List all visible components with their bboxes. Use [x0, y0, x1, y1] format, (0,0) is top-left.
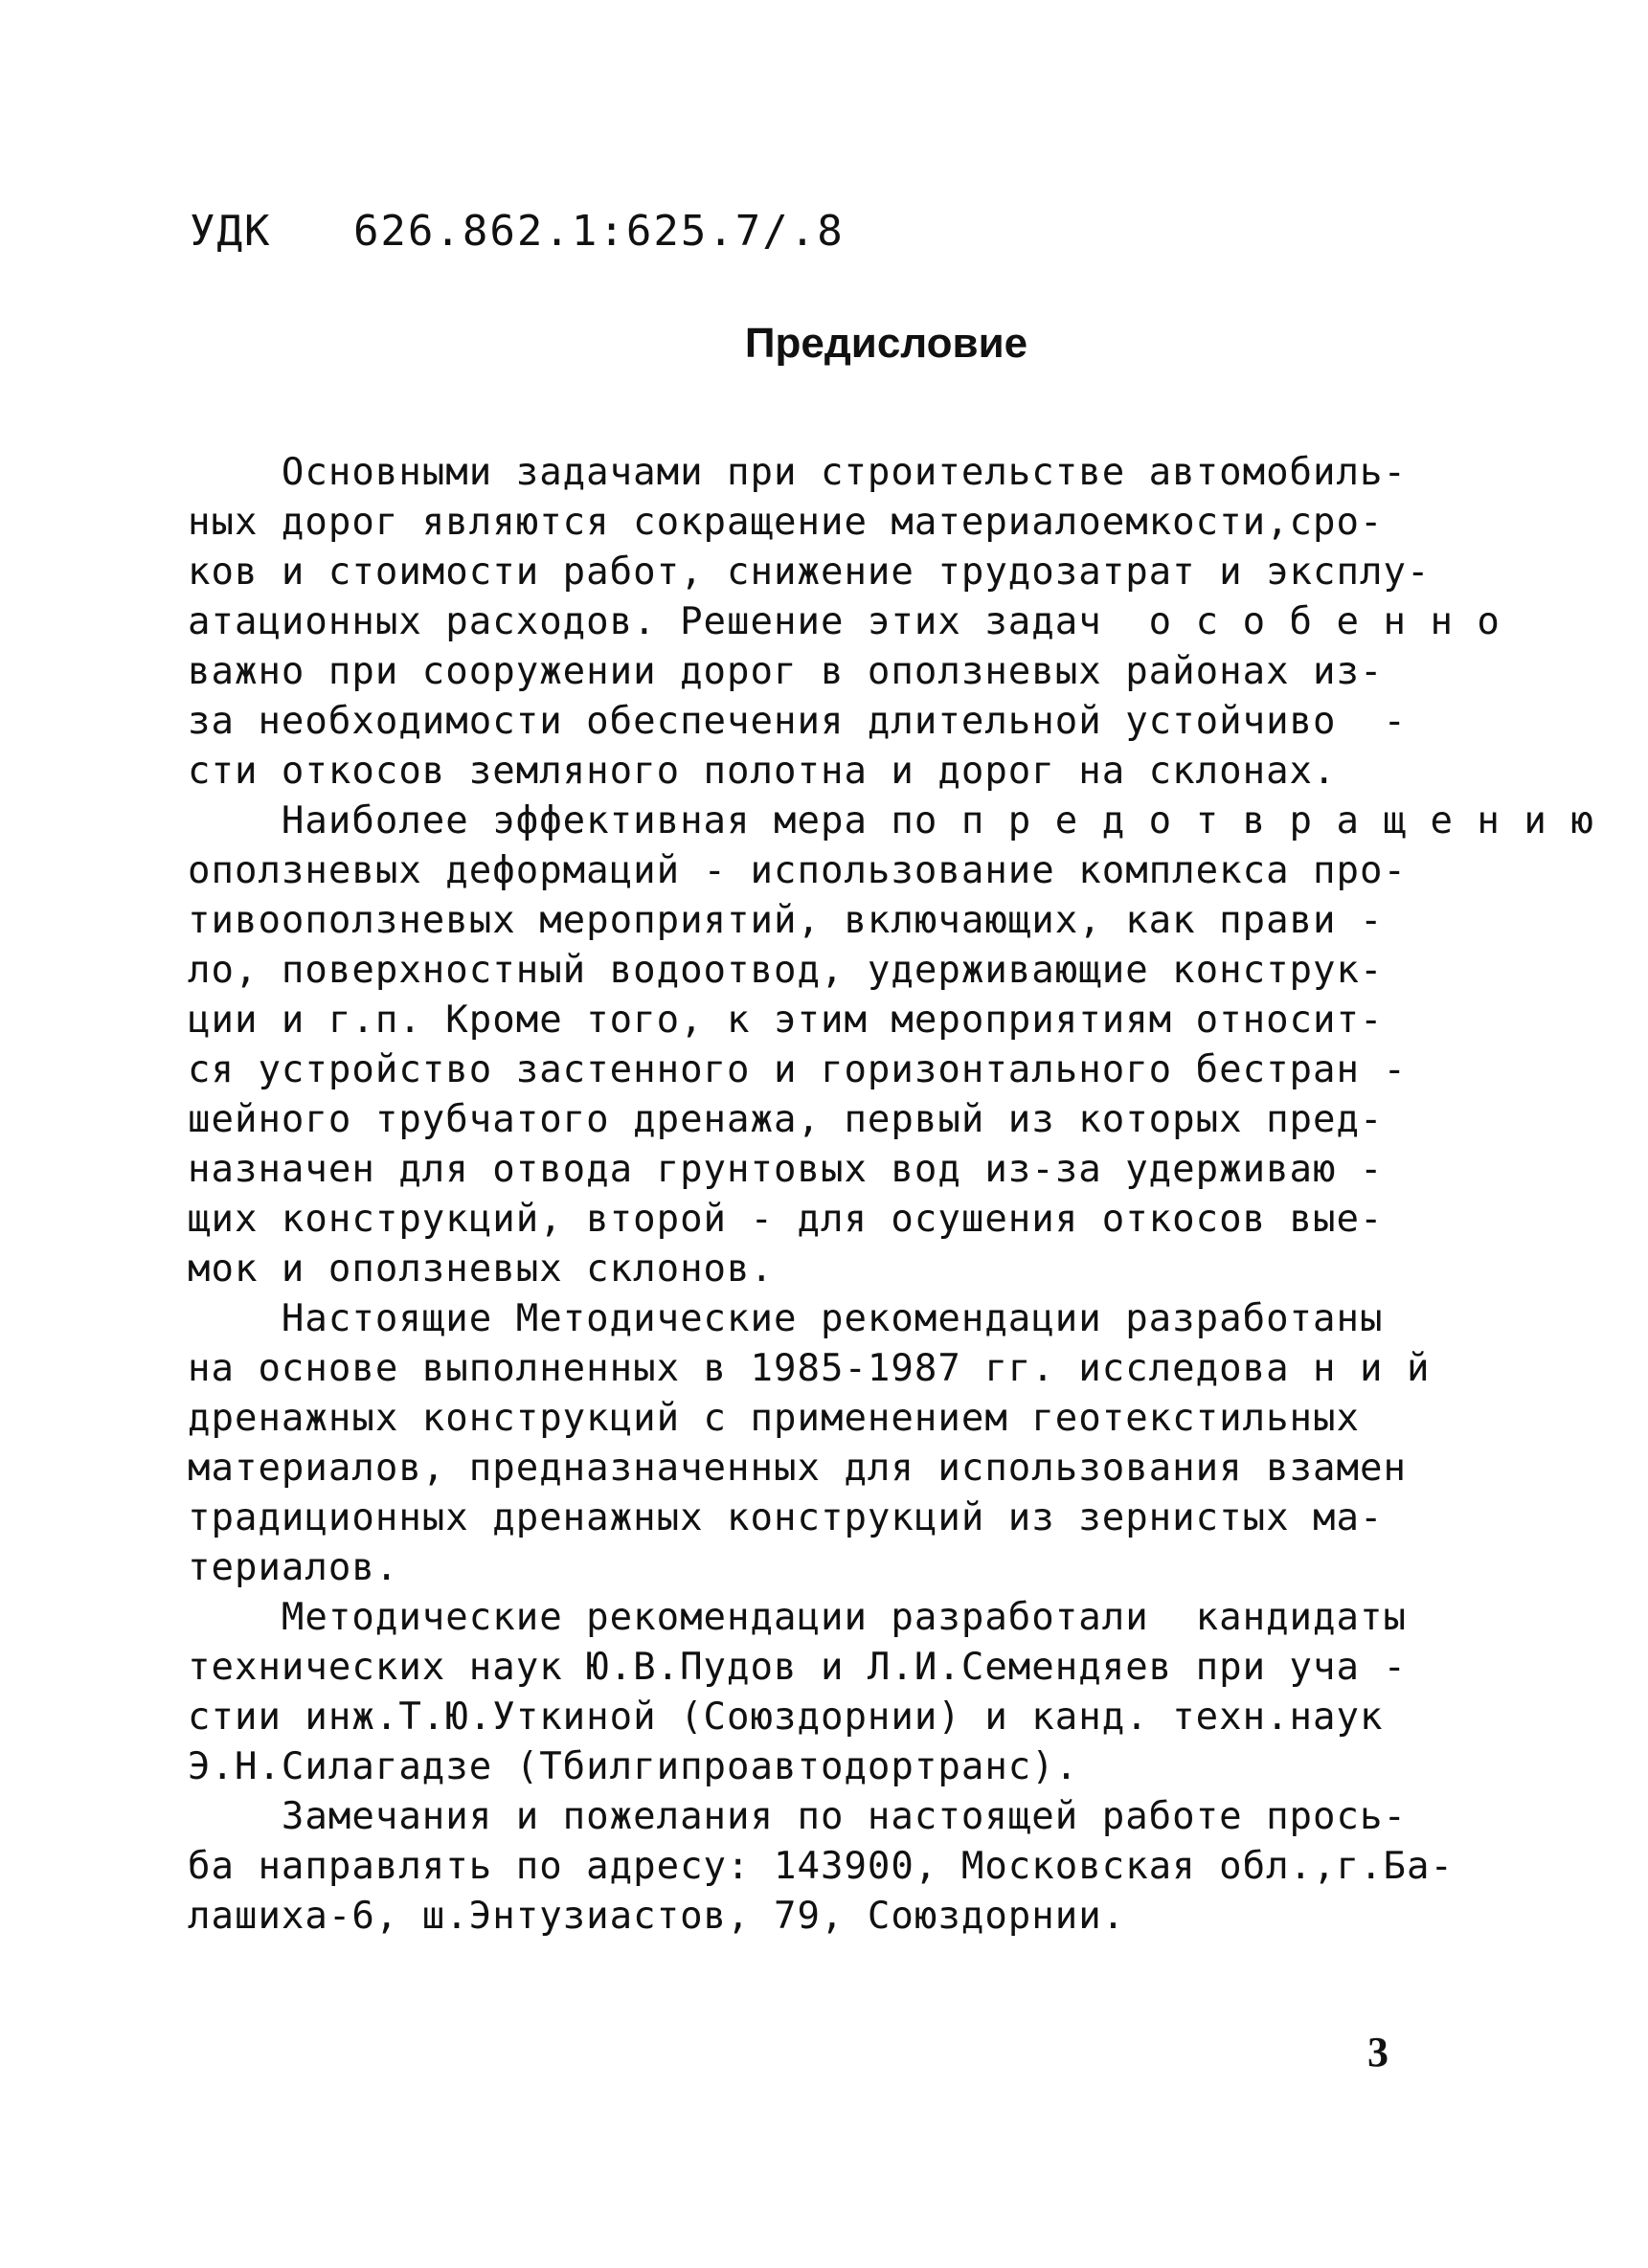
paragraph	[188, 1294, 1442, 1593]
text-line: на основе выполненных в 1985-1987 гг. исследова н и й	[188, 1347, 1431, 1390]
text-line: тивооползневых мероприятий, включающих, как прави -	[188, 899, 1384, 942]
text-line: Основными задачами при строительстве автомобиль-	[188, 451, 1407, 494]
udk-code: УДК 626.862.1:625.7/.8	[190, 207, 845, 256]
text-line: Наиболее эффективная мера по п р е д о т в р а щ е н и ю	[188, 799, 1594, 842]
text-line: ных дорог являются сокращение материалоемкости,сро-	[188, 501, 1384, 544]
text-line: щих конструкций, второй - для осушения откосов вые-	[188, 1198, 1384, 1241]
text-line: назначен для отвода грунтовых вод из-за удерживаю -	[188, 1148, 1384, 1191]
text-line: ков и стоимости работ, снижение трудозатрат и эксплу-	[188, 550, 1431, 594]
text-line: Э.Н.Силагадзе (Тбилгипроавтодортранс).	[188, 1745, 1079, 1788]
page-title: Предисловие	[744, 320, 1028, 367]
text-line: териалов.	[188, 1546, 399, 1589]
text-line: материалов, предназначенных для использования взамен	[188, 1447, 1407, 1490]
paragraph	[188, 1593, 1442, 1792]
text-line: ся устройство застенного и горизонтального бестран -	[188, 1048, 1407, 1091]
text-line: мок и оползневых склонов.	[188, 1247, 774, 1291]
text-line: ции и г.п. Кроме того, к этим мероприятиям относит-	[188, 999, 1384, 1042]
text-line: оползневых деформаций - использование комплекса про-	[188, 849, 1407, 892]
preface-body	[188, 448, 1594, 1942]
text-line: за необходимости обеспечения длительной устойчиво -	[188, 700, 1407, 743]
text-line: лашиха-6, ш.Энтузиастов, 79, Союздорнии.	[188, 1895, 1126, 1938]
text-line: стии инж.Т.Ю.Уткиной (Союздорнии) и канд. техн.наук	[188, 1695, 1384, 1739]
text-line: ба направлять по адресу: 143900, Московская обл.,г.Ба-	[188, 1845, 1454, 1888]
text-line: Методические рекомендации разработали кандидаты	[188, 1596, 1407, 1639]
text-line: важно при сооружении дорог в оползневых районах из-	[188, 650, 1384, 693]
paragraph	[188, 1792, 1454, 1942]
paragraph	[188, 797, 1594, 1294]
text-line: дренажных конструкций с применением геотекстильных	[188, 1397, 1360, 1440]
text-line: Настоящие Методические рекомендации разработаны	[188, 1297, 1384, 1340]
text-line: Замечания и пожелания по настоящей работе прось-	[188, 1795, 1407, 1838]
text-line: технических наук Ю.В.Пудов и Л.И.Семендяев при уча -	[188, 1646, 1407, 1689]
text-line: ло, поверхностный водоотвод, удерживающие конструк-	[188, 949, 1384, 992]
text-line: сти откосов земляного полотна и дорог на склонах.	[188, 750, 1337, 793]
paragraph	[188, 448, 1501, 797]
text-line: традиционных дренажных конструкций из зернистых ма-	[188, 1496, 1384, 1539]
text-line: атационных расходов. Решение этих задач о с о б е н н о	[188, 600, 1501, 643]
page-number: 3	[1367, 2029, 1388, 2076]
text-line: шейного трубчатого дренажа, первый из которых пред-	[188, 1098, 1384, 1141]
